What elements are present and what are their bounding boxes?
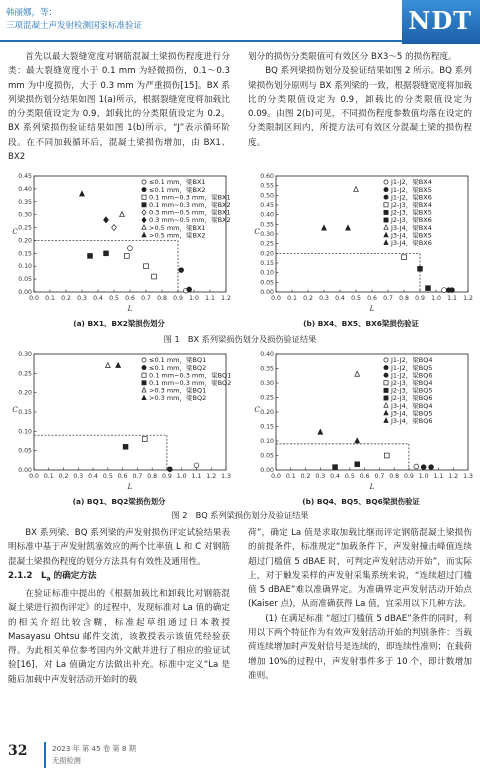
- data-point: [128, 246, 133, 251]
- x-tick-label: 0.3: [315, 473, 326, 480]
- legend-label: >0.5 mm，梁BX1: [149, 223, 206, 232]
- legend-marker: [142, 180, 146, 184]
- x-tick-label: 0.3: [73, 473, 84, 480]
- data-point: [187, 287, 192, 292]
- legend-marker: [384, 366, 388, 370]
- x-tick-label: 1.1: [191, 473, 202, 480]
- y-tick-label: 0.10: [260, 438, 274, 445]
- x-tick-label: 1.1: [447, 295, 457, 302]
- figure-2-caption: 图 2 BQ 系列梁损伤划分及验证结果: [171, 510, 309, 520]
- x-tick-label: 0.3: [77, 295, 87, 302]
- legend-label: J1-J2，梁BX4: [391, 178, 432, 187]
- legend-marker: [384, 388, 388, 392]
- data-point: [142, 437, 147, 442]
- subcaption-fig2b: (b) BQ4、BQ5、BQ6梁损伤验证: [302, 497, 420, 506]
- paragraph: (1) 在满足标准 “超过门槛值 5 dBAE”条件的同时，利用以下两个特征作为有效声发射活动开始的判别条件：当载荷连续增加时声发射信号是连续的，即连续性准则；在载荷增加 10%的过程中，声发射事件多于 10 个，即计数增加准则。: [248, 613, 472, 681]
- y-tick-label: 0.05: [18, 447, 32, 455]
- data-point: [144, 264, 149, 269]
- x-tick-label: 0.4: [93, 295, 103, 302]
- y-tick-label: 0.40: [260, 211, 274, 219]
- y-tick-label: 0.60: [260, 173, 274, 180]
- legend-marker: [142, 373, 146, 377]
- footer-issue: 2023 年 第 45 卷 第 8 期: [52, 744, 136, 753]
- paragraph: BX 系列梁、BQ 系列梁的声发射损伤评定试验结果表明标准中基于声发射凯塞效应的两个比率值 L 和 C 对钢筋混凝土梁损伤程度的划分方法具有有效性及通用性。: [8, 528, 230, 567]
- legend-marker: [142, 381, 146, 385]
- x-tick-label: 0.1: [287, 295, 297, 302]
- y-tick-label: 0.10: [260, 269, 274, 277]
- x-tick-label: 1.1: [433, 473, 444, 480]
- chart-fig1a: [8, 172, 230, 314]
- x-tick-label: 0.5: [351, 295, 361, 302]
- data-point: [414, 464, 419, 469]
- legend-label: J3-J4，梁BQ6: [391, 417, 433, 425]
- data-point: [152, 274, 157, 279]
- legend-label: J3-J4，梁BQ4: [391, 401, 433, 410]
- x-tick-label: 0.9: [415, 295, 425, 302]
- x-tick-label: 0.7: [141, 295, 151, 302]
- legend-label: >0.3 mm，梁BQ1: [149, 386, 207, 395]
- y-axis-label: C: [12, 406, 18, 414]
- data-point: [402, 255, 407, 260]
- x-tick-label: 0.5: [109, 295, 119, 302]
- y-tick-label: 0.10: [18, 428, 32, 436]
- legend-label: ≤0.1 mm，梁BX1: [149, 178, 206, 187]
- y-tick-label: 0.00: [260, 467, 274, 474]
- y-tick-label: 0.30: [260, 231, 274, 238]
- y-tick-label: 0.50: [260, 192, 274, 200]
- legend-marker: [384, 195, 388, 199]
- legend-label: J1-J2，梁BX6: [391, 193, 432, 202]
- data-point: [123, 444, 128, 449]
- data-point: [421, 465, 426, 470]
- legend-label: 0.3 mm~0.5 mm，梁BX1: [149, 208, 231, 217]
- x-tick-label: 0.6: [117, 473, 128, 480]
- x-tick-label: 1.2: [221, 295, 231, 302]
- x-tick-label: 0.2: [303, 295, 313, 302]
- y-tick-label: 0.30: [260, 380, 274, 387]
- y-axis-label: C: [254, 406, 260, 414]
- paragraph: 在验证标准中提出的《根据加载比和卸载比对钢筋混凝土梁进行损伤评定》的过程中，发现标准对 La 值的确定的相关介绍比较含糊，标准起草组通过日本教授 Masayasu Ohtsu 邮件交流，该教授表示该值凭经验获得。为此相关单位参考国内外文献并进行了相应的验证试验[16]，对 La 值确定方法做出补充。标准中定义“La 是随后加载中声发射活动开始时的载: [8, 588, 230, 685]
- figure-1-caption: 图 1 BX 系列梁损伤划分及损伤验证结果: [163, 334, 317, 344]
- data-point: [384, 453, 389, 458]
- legend-label: J2-J3，梁BQ6: [391, 394, 433, 403]
- y-tick-label: 0.20: [260, 250, 274, 258]
- y-tick-label: 0.20: [18, 389, 32, 397]
- data-point: [167, 467, 172, 472]
- header-authors: 韩丽娜，等：: [6, 8, 58, 18]
- x-tick-label: 0.8: [399, 295, 409, 302]
- legend-label: J1-J2，梁BX5: [391, 185, 432, 194]
- legend-marker: [384, 358, 388, 362]
- y-tick-label: 0.05: [260, 452, 274, 460]
- page-number: 32: [8, 743, 28, 759]
- x-tick-label: 1.2: [448, 473, 459, 480]
- y-tick-label: 0.45: [260, 202, 274, 209]
- x-tick-label: 0.0: [271, 295, 281, 302]
- y-tick-label: 0.05: [18, 276, 32, 284]
- x-tick-label: 1.0: [176, 473, 187, 480]
- x-tick-label: 0.6: [359, 473, 370, 480]
- footer-divider: [44, 742, 46, 768]
- x-tick-label: 0.5: [344, 473, 355, 480]
- x-axis-label: L: [369, 305, 375, 313]
- header-article-title: 三项混凝土声发射检测国家标准验证: [6, 21, 143, 31]
- x-tick-label: 0.7: [383, 295, 393, 302]
- x-tick-label: 0.3: [319, 295, 329, 302]
- x-tick-label: 1.2: [463, 295, 473, 302]
- data-point: [124, 254, 129, 259]
- y-tick-label: 0.25: [18, 224, 32, 232]
- legend-label: J2-J3，梁BQ4: [391, 379, 433, 387]
- x-tick-label: 0.4: [88, 473, 98, 480]
- y-axis-label: C: [12, 228, 18, 236]
- paragraph: 荷”，确定 La 值是求取加载比继而评定钢筋混凝土梁损伤的前提条件，标准规定“加载条件下，声发射撞击峰值连续超过门槛值 5 dBAE 时，可判定声发射活动开始”，而实际上，对于触发采样的声发射采集系统来说，“连续超过门槛值 5 dBAE”难以准确界定。为准确界定声发射活动开始点(Kaiser 点)，从而准确获得 La 值，宜采用以下几种方法。: [248, 528, 472, 610]
- legend-label: J1-J2，梁BQ4: [391, 356, 433, 365]
- x-tick-label: 1.3: [463, 473, 473, 480]
- y-tick-label: 0.05: [260, 279, 274, 287]
- page-header: [0, 0, 480, 44]
- x-tick-label: 0.7: [374, 473, 385, 480]
- legend-label: J2-J3，梁BX6: [391, 216, 432, 225]
- legend-label: ≤0.1 mm，梁BQ1: [149, 356, 207, 365]
- x-tick-label: 0.0: [29, 473, 39, 480]
- x-tick-label: 0.4: [335, 295, 345, 302]
- section-heading-tail: 的确定方法: [50, 570, 97, 581]
- legend-label: 0.3 mm~0.5 mm，梁BX2: [149, 216, 231, 225]
- y-tick-label: 0.55: [260, 182, 274, 190]
- legend-label: J1-J2，梁BQ6: [391, 371, 433, 380]
- y-tick-label: 0.35: [260, 365, 274, 373]
- legend-marker: [384, 210, 388, 214]
- legend-marker: [142, 188, 146, 192]
- y-tick-label: 0.10: [18, 263, 32, 271]
- x-tick-label: 0.8: [157, 295, 167, 302]
- y-tick-label: 0.25: [18, 370, 32, 378]
- x-tick-label: 0.9: [404, 473, 414, 480]
- legend-marker: [142, 195, 146, 199]
- x-tick-label: 0.1: [45, 295, 55, 302]
- text-column-right-bottom: [248, 526, 472, 683]
- y-tick-label: 0.30: [18, 211, 32, 219]
- legend-label: >0.3 mm，梁BQ2: [149, 394, 207, 403]
- footer-journal-name: 无损检测: [52, 756, 81, 765]
- x-tick-label: 0.7: [132, 473, 143, 480]
- y-tick-label: 0.15: [260, 423, 274, 431]
- x-tick-label: 0.9: [162, 473, 172, 480]
- x-tick-label: 0.2: [300, 473, 311, 480]
- x-tick-label: 0.4: [330, 473, 340, 480]
- legend-label: ≤0.1 mm，梁BQ2: [149, 363, 207, 372]
- legend-marker: [142, 203, 146, 207]
- y-tick-label: 0.25: [260, 394, 274, 402]
- text-column-left-bottom: [8, 526, 230, 687]
- legend-marker: [384, 188, 388, 192]
- legend-marker: [384, 180, 388, 184]
- data-point: [429, 465, 434, 470]
- x-tick-label: 0.5: [102, 473, 113, 480]
- y-axis-label: C: [254, 228, 260, 236]
- x-tick-label: 0.0: [29, 295, 39, 302]
- legend-label: J2-J3，梁BX4: [391, 201, 432, 209]
- x-tick-label: 0.6: [125, 295, 135, 302]
- legend-label: 0.1 mm~0.3 mm，梁BQ1: [149, 371, 232, 380]
- chart-fig2b: [250, 350, 472, 492]
- x-axis-label: L: [369, 483, 375, 491]
- x-tick-label: 1.0: [189, 295, 199, 302]
- y-tick-label: 0.00: [18, 467, 32, 474]
- data-point: [442, 288, 447, 293]
- y-tick-label: 0.15: [18, 250, 32, 258]
- y-tick-label: 0.30: [18, 351, 32, 358]
- x-tick-label: 0.2: [61, 295, 71, 302]
- data-point: [179, 268, 184, 273]
- x-tick-label: 1.3: [221, 473, 231, 480]
- y-tick-label: 0.00: [18, 289, 32, 296]
- legend-label: 0.1 mm~0.3 mm，梁BQ2: [149, 379, 232, 387]
- y-tick-label: 0.40: [18, 185, 32, 193]
- chart-svg: [250, 350, 472, 492]
- y-tick-label: 0.15: [18, 409, 32, 416]
- chart-svg: [8, 172, 230, 314]
- x-axis-label: L: [127, 483, 133, 491]
- section-heading: [8, 569, 230, 587]
- legend-label: J2-J3，梁BQ5: [391, 386, 433, 395]
- x-tick-label: 1.1: [205, 295, 215, 302]
- x-tick-label: 1.0: [418, 473, 429, 480]
- legend-label: J3-J4，梁BX6: [391, 239, 432, 247]
- chart-svg: [250, 172, 472, 314]
- y-tick-label: 0.45: [18, 173, 32, 180]
- section-heading-text: 2.1.2 L: [8, 570, 47, 581]
- legend-marker: [384, 218, 388, 222]
- subcaption-fig2a: (a) BQ1、BQ2梁损伤划分: [72, 497, 166, 506]
- subcaption-fig1a: (a) BX1、BX2梁损伤划分: [73, 319, 165, 328]
- x-tick-label: 0.1: [285, 473, 296, 480]
- x-tick-label: 1.0: [431, 295, 441, 302]
- y-tick-label: 0.35: [260, 221, 274, 229]
- x-tick-label: 0.8: [389, 473, 400, 480]
- data-point: [88, 254, 93, 259]
- legend-marker: [142, 366, 146, 370]
- chart-fig2a: [8, 350, 230, 492]
- legend-label: ≤0.1 mm，梁BX2: [149, 185, 206, 194]
- legend-marker: [384, 373, 388, 377]
- journal-logo-text: NDT: [408, 6, 472, 35]
- data-point: [104, 251, 109, 256]
- paragraph: 划分的损伤分类限值可有效区分 BX3～5 的损伤程度。: [248, 52, 457, 62]
- x-tick-label: 1.2: [206, 473, 217, 480]
- legend-marker: [142, 358, 146, 362]
- plot-frame: [276, 354, 468, 470]
- legend-label: J3-J4，梁BX5: [391, 231, 432, 240]
- subcaption-fig1b: (b) BX4、BX5、BX6梁损伤验证: [303, 319, 419, 328]
- x-axis-label: L: [127, 305, 133, 313]
- text-column-left-top: [8, 50, 230, 164]
- chart-svg: [8, 350, 230, 492]
- legend-marker: [384, 203, 388, 207]
- paragraph: 首先以最大裂缝宽度对钢筋混凝土梁损伤程度进行分类：最大裂缝宽度小于 0.1 mm 为轻微损伤，0.1～0.3 mm 为中度损伤，大于 0.3 mm 为严重损伤[15]。BX 系列梁损伤划分结果如图 1(a)所示，根据裂缝宽度将加载比的分类限值设定为 0.9，卸载比的分类限值设定为 0.2。BX 系列梁损伤验证结果如图 1(b)所示，“J”表示循环阶段。在不同加载循环后，混凝土梁损伤增加，由 BX1、BX2: [8, 52, 230, 163]
- x-tick-label: 0.9: [173, 295, 183, 302]
- legend-label: 0.1 mm~0.3 mm，梁BX1: [149, 193, 231, 202]
- y-tick-label: 0.40: [260, 351, 274, 358]
- data-point: [426, 286, 431, 291]
- legend-label: 0.1 mm~0.3 mm，梁BX2: [149, 201, 231, 209]
- x-tick-label: 0.6: [367, 295, 377, 302]
- text-column-right-top: [248, 50, 472, 150]
- data-point: [355, 462, 360, 467]
- legend-marker: [384, 381, 388, 385]
- x-tick-label: 0.2: [58, 473, 69, 480]
- legend-label: J1-J2，梁BQ5: [391, 363, 433, 372]
- y-tick-label: 0.20: [260, 409, 274, 416]
- x-tick-label: 0.8: [147, 473, 158, 480]
- x-tick-label: 0.0: [271, 473, 281, 480]
- data-point: [194, 463, 199, 468]
- legend-label: >0.5 mm，梁BX2: [149, 231, 206, 240]
- legend-label: J3-J4，梁BQ5: [391, 409, 433, 418]
- data-point: [450, 288, 455, 293]
- legend-label: J3-J4，梁BX4: [391, 223, 432, 232]
- data-point: [333, 465, 338, 470]
- data-point: [418, 266, 423, 271]
- y-tick-label: 0.15: [260, 260, 274, 267]
- y-tick-label: 0.25: [260, 240, 274, 248]
- y-tick-label: 0.20: [18, 237, 32, 245]
- x-tick-label: 0.1: [43, 473, 54, 480]
- section-heading-subscript: a: [46, 575, 51, 583]
- y-tick-label: 0.35: [18, 198, 32, 206]
- chart-fig1b: [250, 172, 472, 314]
- legend-label: J2-J3，梁BX5: [391, 208, 432, 217]
- paragraph: BQ 系列梁损伤划分及验证结果如图 2 所示。BQ 系列梁损伤划分原则与 BX 系列梁的一致，根据裂缝宽度将加载比的分类限值设定为 0.9，卸载比的分类限值设定为 0.09。由图 2(b)可见，不同损伤程度参数值均落在设定的分类限制区间内，所提方法可有效区分混凝土梁的损伤程度。: [248, 66, 472, 148]
- header-rule: [0, 40, 402, 42]
- plot-frame: [276, 176, 468, 292]
- y-tick-label: 0.00: [260, 289, 274, 296]
- legend-marker: [384, 396, 388, 400]
